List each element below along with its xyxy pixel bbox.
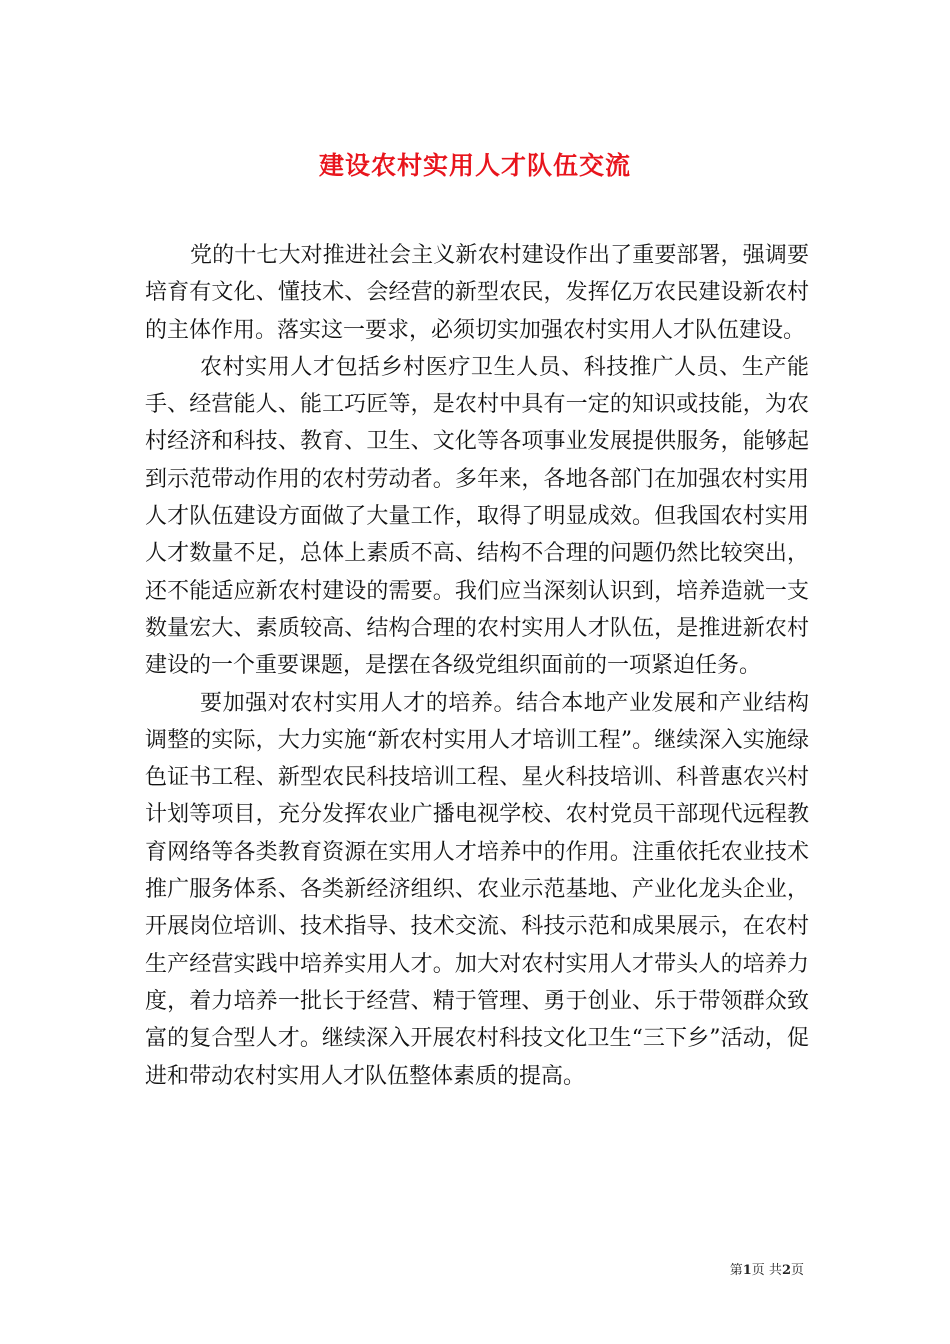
paragraph-2: 农村实用人才包括乡村医疗卫生人员、科技推广人员、生产能手、经营能人、能工巧匠等，是农村中具有一定的知识或技能，为农村经济和科技、教育、卫生、文化等各项事业发展提供服务，能够起到示范带动作用的农村劳动者。多年来，各地各部门在加强农村实用人才队伍建设方面做了大量工作，取得了明显成效。但我国农村实用人才数量不足，总体上素质不高、结构不合理的问题仍然比较突出，还不能适应新农村建设的需要。我们应当深刻认识到，培养造就一支数量宏大、素质较高、结构合理的农村实用人才队伍，是推进新农村建设的一个重要课题，是摆在各级党组织面前的一项紧迫任务。 [145,354,809,679]
footer-suffix: 页 [790,1263,804,1278]
footer-current-page: 1 [742,1263,752,1278]
paragraph-1: 党的十七大对推进社会主义新农村建设作出了重要部署，强调要培育有文化、懂技术、会经营的新型农民，发挥亿万农民建设新农村的主体作用。落实这一要求，必须切实加强农村实用人才队伍建设。 [145,243,809,343]
paragraph-3: 要加强对农村实用人才的培养。结合本地产业发展和产业结构调整的实际，大力实施“新农村实用人才培训工程”。继续深入实施绿色证书工程、新型农民科技培训工程、星火科技培训、科普惠农兴村计划等项目，充分发挥农业广播电视学校、农村党员干部现代远程教育网络等各类教育资源在实用人才培养中的作用。注重依托农业技术推广服务体系、各类新经济组织、农业示范基地、产业化龙头企业，开展岗位培训、技术指导、技术交流、科技示范和成果展示，在农村生产经营实践中培养实用人才。加大对农村实用人才带头人的培养力度，着力培养一批长于经营、精于管理、勇于创业、乐于带领群众致富的复合型人才。继续深入开展农村科技文化卫生“三下乡”活动，促进和带动农村实用人才队伍整体素质的提高。 [145,690,809,1089]
document-title: 建设农村实用人才队伍交流 [318,150,631,180]
footer-middle: 页 共 [751,1263,782,1278]
footer-prefix: 第 [729,1263,743,1278]
page-number-footer [730,1262,804,1280]
footer-total-pages: 2 [781,1263,791,1278]
document-body [145,237,809,1095]
